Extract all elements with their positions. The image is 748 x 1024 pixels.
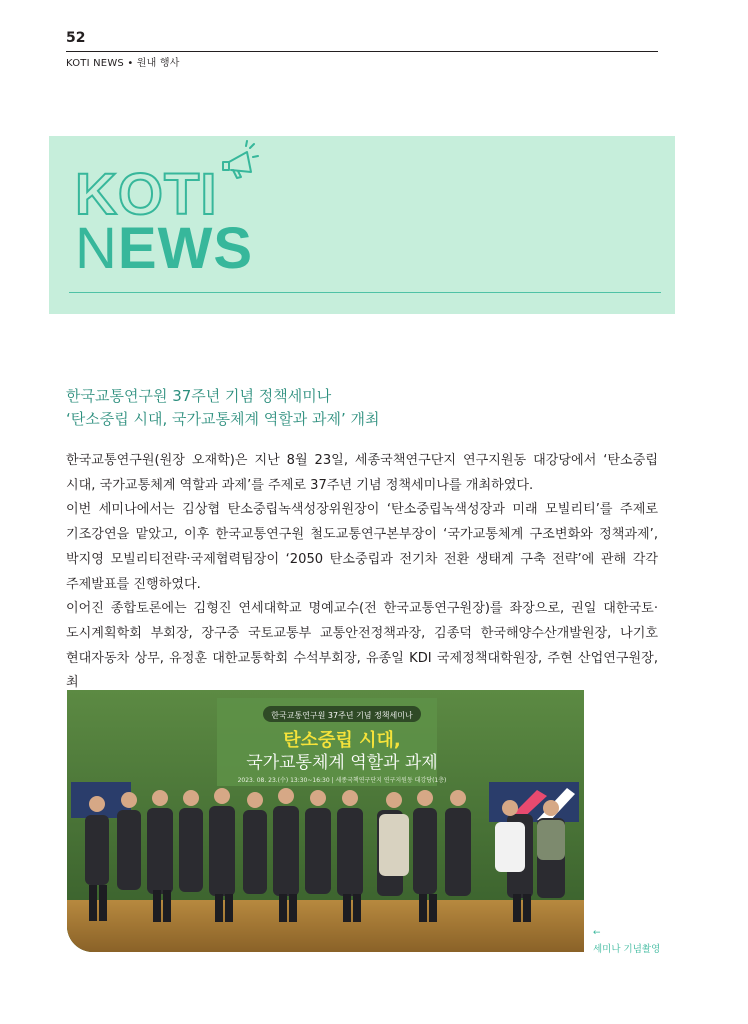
group-photo: [67, 690, 584, 952]
caption-arrow: ←: [593, 928, 601, 938]
logo-news-ews: EWS: [117, 216, 254, 281]
photo-caption: 세미나 기념촬영: [593, 944, 661, 955]
screen-date-text: 2023. 08. 23.(수) 13:30~16:30 | 세종국책연구단지 연구지원동 대강당(1층): [237, 777, 447, 784]
article-title-line1: 한국교통연구원 37주년 기념 정책세미나: [66, 387, 332, 405]
article-title: [66, 385, 656, 431]
banner-rule: [69, 292, 661, 293]
page-number: 52: [66, 30, 86, 46]
screen-title-line1: 탄소중립 시대,: [283, 730, 401, 751]
article-paragraph-1: 한국교통연구원(원장 오재학)은 지난 8월 23일, 세종국책연구단지 연구지원동 대강당에서 ‘탄소중립 시대, 국가교통체계 역할과 과제’를 주제로 37주년 기념 정책세미나를 개최하였다.: [66, 453, 658, 493]
group-photo-illustration: [67, 690, 584, 952]
screen-top-text: 한국교통연구원 37주년 기념 정책세미나: [271, 711, 413, 720]
article-title-line2: ‘탄소중립 시대, 국가교통체계 역할과 과제’ 개최: [66, 410, 380, 428]
koti-news-banner: [49, 136, 675, 314]
logo-koti: KOTI: [75, 162, 218, 227]
koti-news-logo: [75, 162, 254, 281]
logo-news-n: N: [75, 216, 118, 281]
article-body: [66, 449, 658, 696]
header-rule: [66, 51, 658, 52]
article-paragraph-3: 이어진 종합토론에는 김형진 연세대학교 명예교수(전 한국교통연구원장)를 좌장으로, 권일 대한국토·도시계획학회 부회장, 장구중 국토교통부 교통안전정책과장, 김종덕 한국해양수산개발원장, 나기호 현대자동차 상무, 유정훈 대한교통학회 수석부회장, 유종일 KDI 국제정책대학원장, 주현 산업연구원장, 최: [66, 601, 658, 691]
screen-title-line2: 국가교통체계 역할과 과제: [246, 753, 438, 773]
article-paragraph-2: 이번 세미나에서는 김상협 탄소중립녹색성장위원장이 ‘탄소중립녹색성장과 미래 모빌리티’를 주제로 기조강연을 맡았고, 이후 한국교통연구원 철도교통연구본부장이 ‘국가교통체계 구조변화와 정책과제’, 박지영 모빌리티전략·국제협력팀장이 ‘2050 탄소중립과 전기차 전환 생태계 구축 전략’에 관해 각각 주제발표를 진행하였다.: [66, 502, 658, 592]
logo-news: [75, 216, 254, 281]
megaphone-icon: [217, 140, 259, 180]
section-label: KOTI NEWS • 원내 행사: [66, 58, 180, 69]
